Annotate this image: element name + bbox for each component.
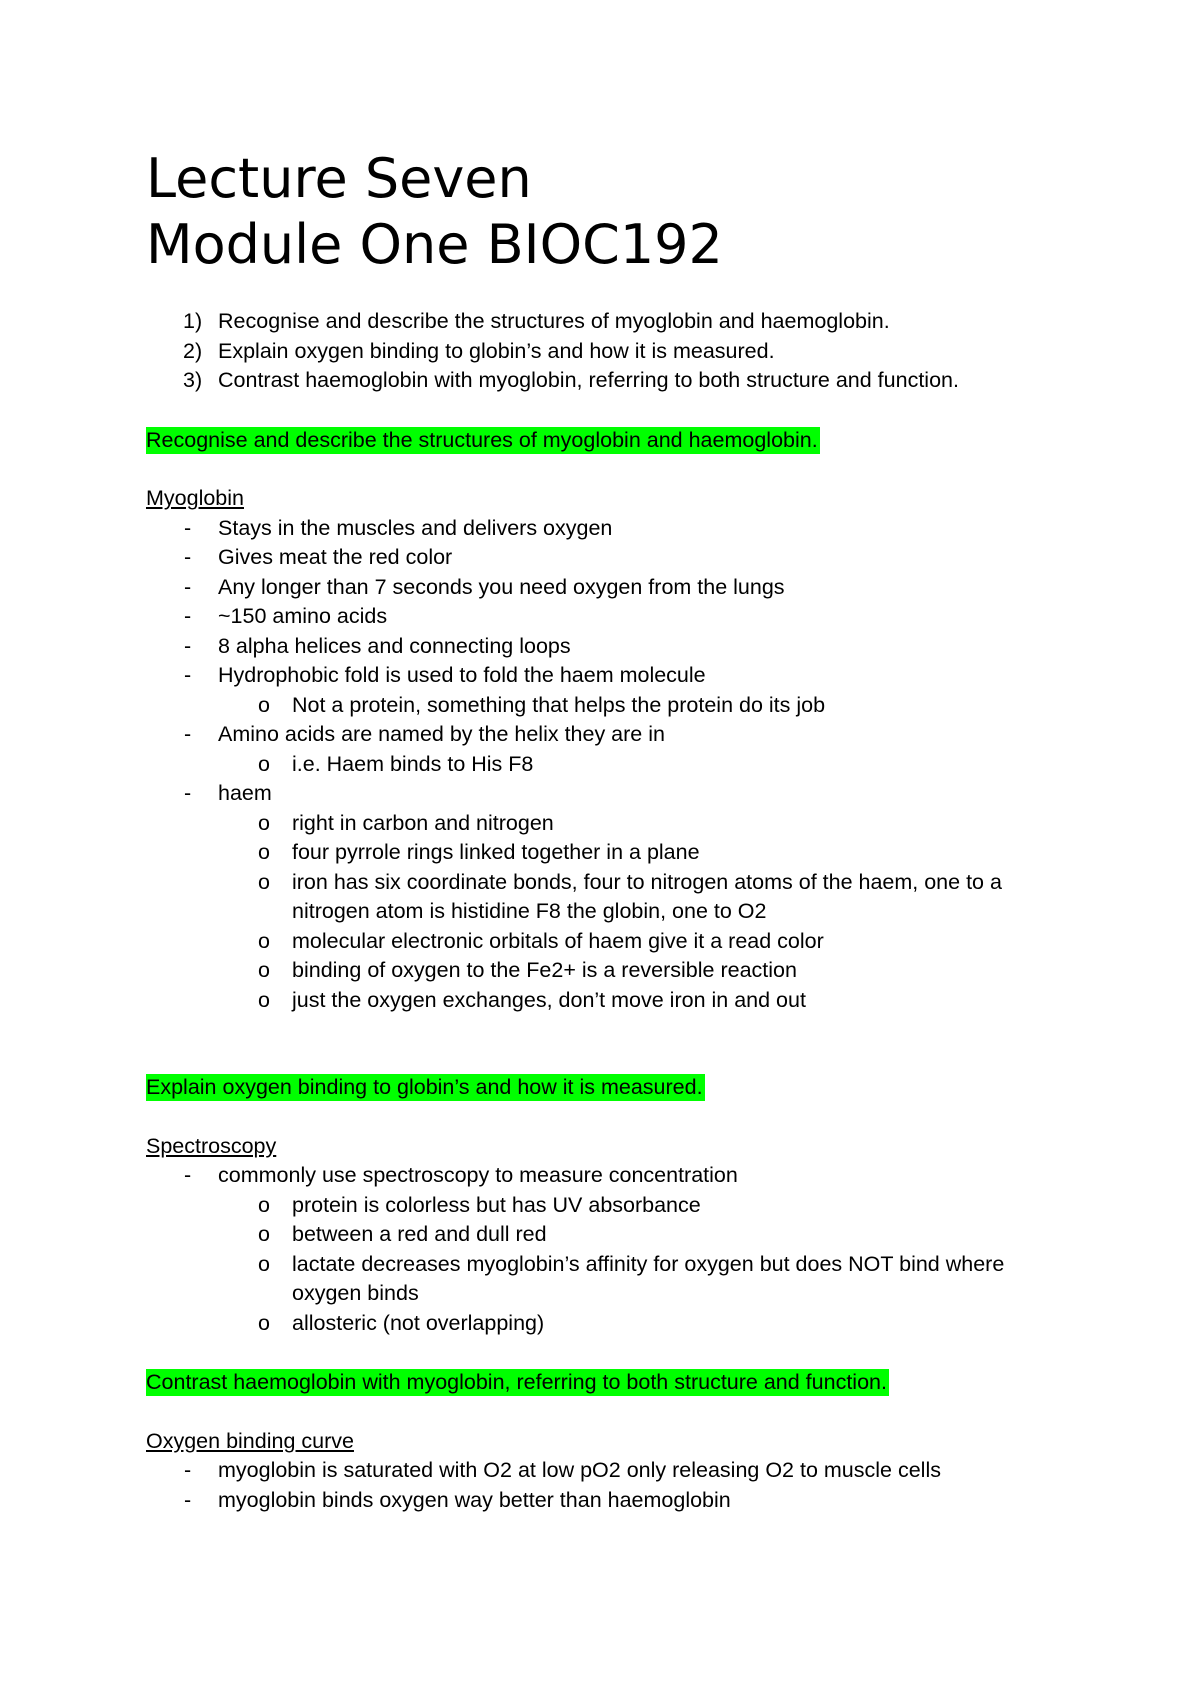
subheading-oxygen-binding-curve <box>146 1427 1046 1457</box>
section-heading-oxygen-binding <box>146 1073 1046 1103</box>
list-item <box>146 779 1046 809</box>
sub-list-item <box>146 927 1046 957</box>
list-item <box>146 543 1046 573</box>
highlighted-heading: Contrast haemoglobin with myoglobin, referring to both structure and function. <box>146 1370 887 1394</box>
dash-bullet: - <box>184 545 192 569</box>
list-item-text: myoglobin is saturated with O2 at low pO2 only releasing O2 to muscle cells <box>218 1458 941 1482</box>
list-number: 1) <box>183 309 203 333</box>
circle-bullet: o <box>258 1310 270 1335</box>
list-item-text: Any longer than 7 seconds you need oxygen from the lungs <box>218 574 785 599</box>
list-item-text: four pyrrole rings linked together in a plane <box>292 840 700 864</box>
list-item-text: allosteric (not overlapping) <box>292 1310 545 1335</box>
circle-bullet: o <box>258 751 270 776</box>
dash-bullet: - <box>184 663 192 687</box>
list-item-text: Amino acids are named by the helix they are in <box>218 722 665 746</box>
dash-bullet: - <box>184 722 192 746</box>
list-item-text: right in carbon and nitrogen <box>292 810 554 835</box>
list-item <box>146 573 1046 603</box>
section-heading-structures <box>146 426 1046 456</box>
list-item-text: between a red and dull red <box>292 1222 547 1246</box>
oxygen-curve-list <box>146 1456 1046 1515</box>
list-item-text: just the oxygen exchanges, don’t move iron in and out <box>292 987 806 1012</box>
dash-bullet: - <box>184 604 192 628</box>
dash-bullet: - <box>184 515 192 540</box>
list-item-text: myoglobin binds oxygen way better than haemoglobin <box>218 1487 731 1512</box>
circle-bullet: o <box>258 958 270 982</box>
circle-bullet: o <box>258 928 270 953</box>
circle-bullet: o <box>258 1251 270 1276</box>
list-item <box>146 720 1046 750</box>
circle-bullet: o <box>258 987 270 1012</box>
sub-list-item <box>146 956 1046 986</box>
objectives-list <box>146 307 1046 396</box>
sub-list-item <box>146 986 1046 1016</box>
dash-bullet: - <box>184 574 192 599</box>
sub-list-item <box>146 691 1046 721</box>
list-item-text: binding of oxygen to the Fe2+ is a reversible reaction <box>292 958 797 982</box>
list-item <box>146 1486 1046 1516</box>
document-title <box>146 146 723 278</box>
list-item-text: lactate decreases myoglobin’s affinity for oxygen but does NOT bind where oxygen binds <box>292 1251 1005 1305</box>
dash-bullet: - <box>184 1487 192 1512</box>
list-item-text: ~150 amino acids <box>218 604 388 628</box>
subheading-text: Oxygen binding curve <box>146 1428 354 1453</box>
circle-bullet: o <box>258 869 270 894</box>
sub-list-item <box>146 1250 1046 1309</box>
document-body <box>146 307 1046 1515</box>
subheading-text: Myoglobin <box>146 486 244 510</box>
subheading-spectroscopy <box>146 1132 1046 1162</box>
list-item <box>146 514 1046 544</box>
sub-list-item <box>146 838 1046 868</box>
circle-bullet: o <box>258 692 270 717</box>
circle-bullet: o <box>258 1192 270 1217</box>
list-item-text: Hydrophobic fold is used to fold the haem molecule <box>218 663 706 687</box>
list-item-text: haem <box>218 781 272 805</box>
dash-bullet: - <box>184 781 192 805</box>
objective-item <box>146 337 1046 367</box>
sub-list-item <box>146 1220 1046 1250</box>
objective-text: Contrast haemoglobin with myoglobin, referring to both structure and function. <box>218 368 959 392</box>
objective-text: Recognise and describe the structures of myoglobin and haemoglobin. <box>218 309 890 333</box>
list-item <box>146 1456 1046 1486</box>
highlighted-heading: Recognise and describe the structures of myoglobin and haemoglobin. <box>146 427 818 452</box>
subheading-myoglobin <box>146 484 1046 514</box>
list-item-text: iron has six coordinate bonds, four to nitrogen atoms of the haem, one to a nitrogen atom is histidine F8 the globin, one to O2 <box>292 869 1002 923</box>
sub-list-item <box>146 750 1046 780</box>
list-item <box>146 661 1046 691</box>
objective-item <box>146 307 1046 337</box>
subheading-text: Spectroscopy <box>146 1133 277 1158</box>
list-item <box>146 632 1046 662</box>
list-item-text: Stays in the muscles and delivers oxygen <box>218 515 613 540</box>
list-number: 3) <box>183 368 203 392</box>
list-item-text: 8 alpha helices and connecting loops <box>218 633 571 658</box>
spectroscopy-list <box>146 1161 1046 1338</box>
sub-list-item <box>146 809 1046 839</box>
circle-bullet: o <box>258 840 270 864</box>
list-item-text: i.e. Haem binds to His F8 <box>292 751 534 776</box>
objective-item <box>146 366 1046 396</box>
list-item-text: protein is colorless but has UV absorbance <box>292 1192 701 1217</box>
circle-bullet: o <box>258 1222 270 1246</box>
list-item-text: Gives meat the red color <box>218 545 453 569</box>
dash-bullet: - <box>184 1163 192 1187</box>
list-item-text: Not a protein, something that helps the protein do its job <box>292 692 826 717</box>
dash-bullet: - <box>184 1458 192 1482</box>
list-number: 2) <box>183 338 203 363</box>
list-item-text: molecular electronic orbitals of haem give it a read color <box>292 928 824 953</box>
dash-bullet: - <box>184 633 192 658</box>
title-line-1: Lecture Seven <box>146 147 532 210</box>
title-line-2: Module One BIOC192 <box>146 213 723 276</box>
list-item <box>146 1161 1046 1191</box>
sub-list-item <box>146 1309 1046 1339</box>
highlighted-heading: Explain oxygen binding to globin’s and how it is measured. <box>146 1075 703 1099</box>
objective-text: Explain oxygen binding to globin’s and how it is measured. <box>218 338 775 363</box>
sub-list-item <box>146 1191 1046 1221</box>
list-item <box>146 602 1046 632</box>
section-heading-contrast <box>146 1368 1046 1398</box>
sub-list-item <box>146 868 1046 927</box>
myoglobin-list <box>146 514 1046 1016</box>
circle-bullet: o <box>258 810 270 835</box>
list-item-text: commonly use spectroscopy to measure concentration <box>218 1163 738 1187</box>
